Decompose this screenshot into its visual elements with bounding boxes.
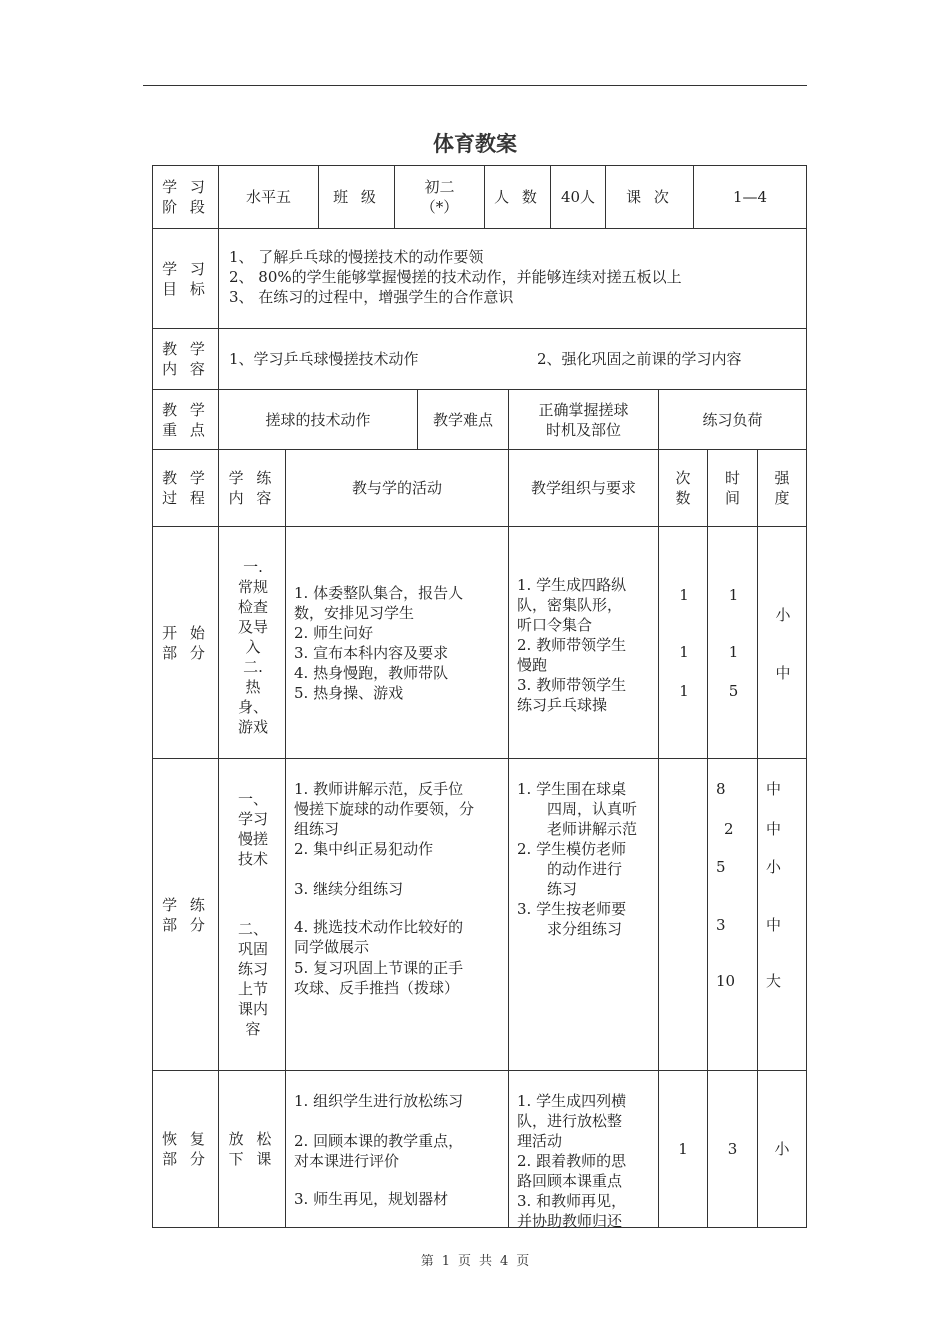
practice-section-practice: 一、 学习 慢搓 技术 二、 巩固 练习 上节 课内 容 [218, 758, 286, 1071]
content-cell [218, 328, 807, 390]
goals-label: 学 习 目 标 [152, 228, 219, 329]
start-activities: 1. 体委整队集合，报告人 数，安排见习学生 2. 师生问好 3. 宣布本科内容及要求 4. 热身慢跑，教师带队 5. 热身操、游戏 [285, 526, 509, 759]
start-times: 1 1 1 [658, 526, 708, 759]
start-duration: 1 1 5 [707, 526, 758, 759]
practice-section-activities: 1. 教师讲解示范，反手位 慢搓下旋球的动作要领，分 组练习 2. 集中纠正易犯动作 3. 继续分组练习 4. 挑选技术动作比较好的 同学做展示 5. 复习巩固上节课的正手 攻球、反手推挡（拨球） [285, 758, 509, 1071]
page-total: 4 [500, 1254, 509, 1269]
key-label: 教 学 重 点 [152, 389, 219, 450]
content-item-2: 2、强化巩固之前课的学习内容 [537, 350, 742, 368]
practice-section-organization: 1. 学生围在球桌 四周，认真听 老师讲解示范 2. 学生模仿老师 的动作进行 练习 3. 学生按老师要 求分组练习 [508, 758, 659, 1071]
load-label: 练习负荷 [658, 389, 807, 450]
practice-header: 学 练 内 容 [218, 449, 286, 527]
practice-section-times [658, 758, 708, 1071]
key-value: 搓球的技术动作 [218, 389, 418, 450]
recovery-duration: 3 [707, 1070, 758, 1228]
class-value: 初二 （*） [394, 165, 485, 229]
recovery-organization: 1. 学生成四列横 队，进行放松整 理活动 2. 跟着教师的思 路回顾本课重点 3. 和教师再见， 并协助教师归还 [508, 1070, 659, 1228]
lesson-value: 1—4 [693, 165, 807, 229]
recovery-intensity: 小 [757, 1070, 807, 1228]
lesson-label: 课 次 [605, 165, 694, 229]
goal-item: 3、 在练习的过程中，增强学生的合作意识 [229, 288, 514, 306]
start-intensity: 小 中 [757, 526, 807, 759]
difficulty-label: 教学难点 [417, 389, 509, 450]
times-header: 次 数 [658, 449, 708, 527]
page-footer: 第 1 页 共 4 页 [420, 1254, 530, 1269]
recovery-activities: 1. 组织学生进行放松练习 2. 回顾本课的教学重点， 对本课进行评价 3. 师生再见，规划器材 [285, 1070, 509, 1228]
intensity-header: 强 度 [757, 449, 807, 527]
count-label: 人 数 [484, 165, 551, 229]
content-label: 教 学 内 容 [152, 328, 219, 390]
difficulty-value: 正确掌握搓球 时机及部位 [508, 389, 659, 450]
practice-section-duration: 8 2 5 3 10 [707, 758, 758, 1071]
goals-list [218, 228, 807, 329]
practice-section-label: 学 练 部 分 [152, 758, 219, 1071]
goal-item: 2、 80%的学生能够掌握慢搓的技术动作，并能够连续对搓五板以上 [229, 268, 682, 286]
start-organization: 1. 学生成四路纵 队，密集队形， 听口令集合 2. 教师带领学生 慢跑 3. 教师带领学生 练习乒乓球操 [508, 526, 659, 759]
recovery-label: 恢 复 部 分 [152, 1070, 219, 1228]
class-label: 班 级 [318, 165, 395, 229]
page-title: 体育教案 [433, 132, 517, 156]
start-practice: 一. 常规 检查 及导 入 二. 热 身、 游戏 [218, 526, 286, 759]
header-rule [143, 85, 807, 86]
stage-label: 学 习 阶 段 [152, 165, 219, 229]
practice-section-intensity: 中 中 小 中 大 [757, 758, 807, 1071]
organization-header: 教学组织与要求 [508, 449, 659, 527]
content-item-1: 1、学习乒乓球慢搓技术动作 [229, 350, 419, 368]
goal-item: 1、 了解乒乓球的慢搓技术的动作要领 [229, 248, 484, 266]
activities-header: 教与学的活动 [285, 449, 509, 527]
start-label: 开 始 部 分 [152, 526, 219, 759]
level-value: 水平五 [218, 165, 319, 229]
recovery-times: 1 [658, 1070, 708, 1228]
count-value: 40人 [550, 165, 606, 229]
process-label: 教 学 过 程 [152, 449, 219, 527]
recovery-practice: 放 松 下 课 [218, 1070, 286, 1228]
duration-header: 时 间 [707, 449, 758, 527]
page-number: 1 [441, 1254, 450, 1269]
